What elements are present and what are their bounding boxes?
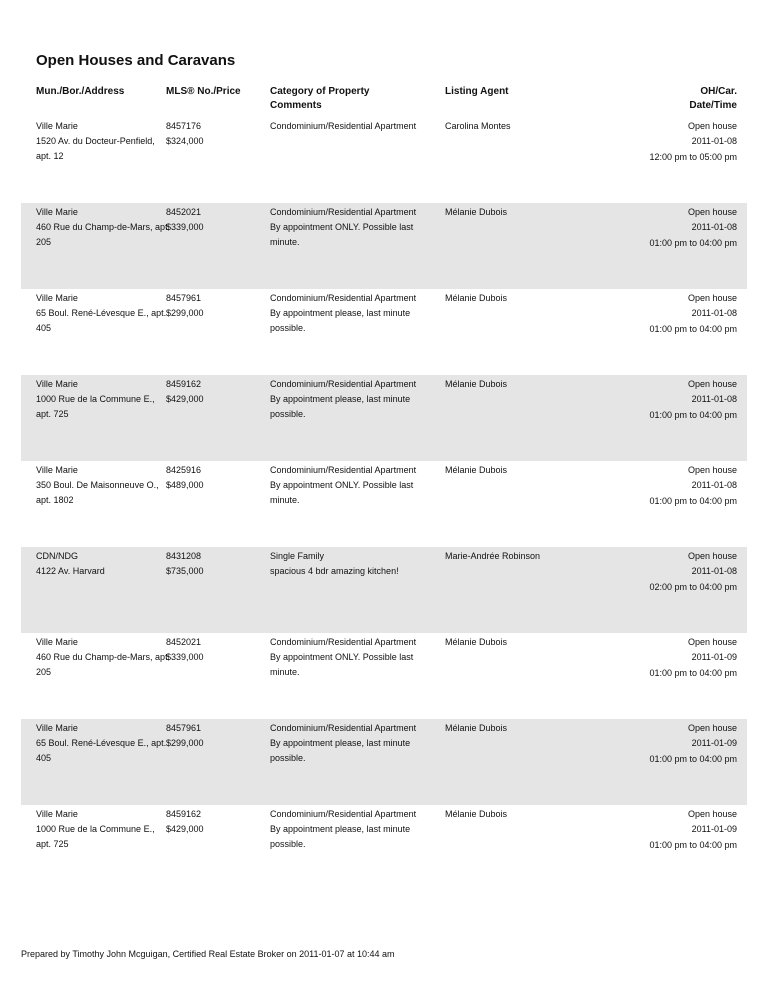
- mls-number: 8457176: [166, 121, 202, 131]
- municipality: CDN/NDG: [36, 551, 78, 561]
- price: $299,000: [166, 738, 204, 748]
- municipality: Ville Marie: [36, 465, 78, 475]
- event-type: Open house: [687, 551, 737, 561]
- mls-number: 8459162: [166, 379, 202, 389]
- comment: By appointment ONLY. Possible last minute.: [270, 222, 414, 247]
- listing-agent: Mélanie Dubois: [445, 723, 508, 733]
- event-time: 01:00 pm to 04:00 pm: [649, 496, 737, 506]
- header-mls-price: MLS® No./Price: [166, 86, 241, 97]
- event-date: 2011-01-09: [691, 738, 737, 748]
- table-row: [21, 461, 747, 547]
- municipality: Ville Marie: [36, 121, 78, 131]
- table-row: [21, 547, 747, 633]
- municipality: Ville Marie: [36, 293, 78, 303]
- comment: By appointment please, last minute possible.: [270, 394, 411, 419]
- listing-agent: Mélanie Dubois: [445, 293, 508, 303]
- price: $339,000: [166, 222, 204, 232]
- listing-agent: Marie-Andrée Robinson: [445, 551, 541, 561]
- table-row: [21, 117, 747, 203]
- event-type: Open house: [687, 293, 737, 303]
- municipality: Ville Marie: [36, 207, 78, 217]
- event-time: 01:00 pm to 04:00 pm: [649, 668, 737, 678]
- property-category: Condominium/Residential Apartment: [270, 723, 417, 733]
- table-row: [21, 633, 747, 719]
- event-type: Open house: [687, 121, 737, 131]
- event-date: 2011-01-09: [691, 824, 737, 834]
- price: $489,000: [166, 480, 204, 490]
- price: $429,000: [166, 394, 204, 404]
- property-category: Condominium/Residential Apartment: [270, 809, 417, 819]
- property-category: Condominium/Residential Apartment: [270, 207, 417, 217]
- property-category: Condominium/Residential Apartment: [270, 121, 417, 131]
- table-row: [21, 203, 747, 289]
- listing-table: [21, 117, 747, 891]
- event-time: 02:00 pm to 04:00 pm: [649, 582, 737, 592]
- mls-number: 8452021: [166, 637, 202, 647]
- event-type: Open house: [687, 723, 737, 733]
- mls-number: 8459162: [166, 809, 202, 819]
- address: 4122 Av. Harvard: [36, 566, 105, 576]
- table-row: [21, 375, 747, 461]
- mls-number: 8425916: [166, 465, 202, 475]
- municipality: Ville Marie: [36, 723, 78, 733]
- mls-number: 8431208: [166, 551, 202, 561]
- event-time: 01:00 pm to 04:00 pm: [649, 840, 737, 850]
- event-time: 12:00 pm to 05:00 pm: [649, 152, 737, 162]
- listing-agent: Mélanie Dubois: [445, 465, 508, 475]
- event-type: Open house: [687, 465, 737, 475]
- price: $339,000: [166, 652, 204, 662]
- address: 65 Boul. René-Lévesque E., apt. 405: [36, 308, 167, 333]
- event-type: Open house: [687, 379, 737, 389]
- address: 460 Rue du Champ-de-Mars, apt. 205: [36, 652, 171, 677]
- event-time: 01:00 pm to 04:00 pm: [649, 324, 737, 334]
- address: 65 Boul. René-Lévesque E., apt. 405: [36, 738, 167, 763]
- municipality: Ville Marie: [36, 809, 78, 819]
- event-type: Open house: [687, 207, 737, 217]
- address: 460 Rue du Champ-de-Mars, apt. 205: [36, 222, 171, 247]
- event-time: 01:00 pm to 04:00 pm: [649, 754, 737, 764]
- event-type: Open house: [687, 809, 737, 819]
- comment: By appointment please, last minute possible.: [270, 824, 411, 849]
- header-oh-car: OH/Car.: [700, 86, 737, 97]
- header-agent: Listing Agent: [445, 86, 509, 97]
- event-date: 2011-01-08: [691, 308, 737, 318]
- comment: By appointment ONLY. Possible last minute.: [270, 652, 414, 677]
- listing-agent: Mélanie Dubois: [445, 207, 508, 217]
- price: $324,000: [166, 136, 204, 146]
- page-title: Open Houses and Caravans: [36, 52, 236, 69]
- price: $735,000: [166, 566, 204, 576]
- listing-agent: Carolina Montes: [445, 121, 511, 131]
- price: $299,000: [166, 308, 204, 318]
- event-date: 2011-01-08: [691, 394, 737, 404]
- event-time: 01:00 pm to 04:00 pm: [649, 238, 737, 248]
- listing-agent: Mélanie Dubois: [445, 637, 508, 647]
- municipality: Ville Marie: [36, 379, 78, 389]
- property-category: Condominium/Residential Apartment: [270, 465, 417, 475]
- address: 1000 Rue de la Commune E., apt. 725: [36, 394, 155, 419]
- event-date: 2011-01-09: [691, 652, 737, 662]
- header-address: Mun./Bor./Address: [36, 86, 125, 97]
- table-row: [21, 289, 747, 375]
- footer-prepared-by: Prepared by Timothy John Mcguigan, Certified Real Estate Broker on 2011-01-07 at 10:44 am: [21, 949, 395, 959]
- table-header: [21, 84, 747, 110]
- municipality: Ville Marie: [36, 637, 78, 647]
- header-comments: Comments: [270, 100, 322, 111]
- property-category: Single Family: [270, 551, 325, 561]
- table-row: [21, 719, 747, 805]
- comment: By appointment please, last minute possible.: [270, 738, 411, 763]
- table-row: [21, 805, 747, 891]
- event-type: Open house: [687, 637, 737, 647]
- property-category: Condominium/Residential Apartment: [270, 637, 417, 647]
- address: 350 Boul. De Maisonneuve O., apt. 1802: [36, 480, 159, 505]
- price: $429,000: [166, 824, 204, 834]
- property-category: Condominium/Residential Apartment: [270, 379, 417, 389]
- listing-agent: Mélanie Dubois: [445, 809, 508, 819]
- mls-number: 8457961: [166, 723, 202, 733]
- event-date: 2011-01-08: [691, 566, 737, 576]
- header-category: Category of Property: [270, 86, 370, 97]
- comment: By appointment ONLY. Possible last minute.: [270, 480, 414, 505]
- event-time: 01:00 pm to 04:00 pm: [649, 410, 737, 420]
- address: 1520 Av. du Docteur-Penfield, apt. 12: [36, 136, 155, 161]
- comment: By appointment please, last minute possible.: [270, 308, 411, 333]
- listing-agent: Mélanie Dubois: [445, 379, 508, 389]
- event-date: 2011-01-08: [691, 222, 737, 232]
- event-date: 2011-01-08: [691, 480, 737, 490]
- event-date: 2011-01-08: [691, 136, 737, 146]
- mls-number: 8457961: [166, 293, 202, 303]
- comment: spacious 4 bdr amazing kitchen!: [270, 566, 399, 576]
- property-category: Condominium/Residential Apartment: [270, 293, 417, 303]
- address: 1000 Rue de la Commune E., apt. 725: [36, 824, 155, 849]
- header-datetime: Date/Time: [689, 100, 737, 111]
- mls-number: 8452021: [166, 207, 202, 217]
